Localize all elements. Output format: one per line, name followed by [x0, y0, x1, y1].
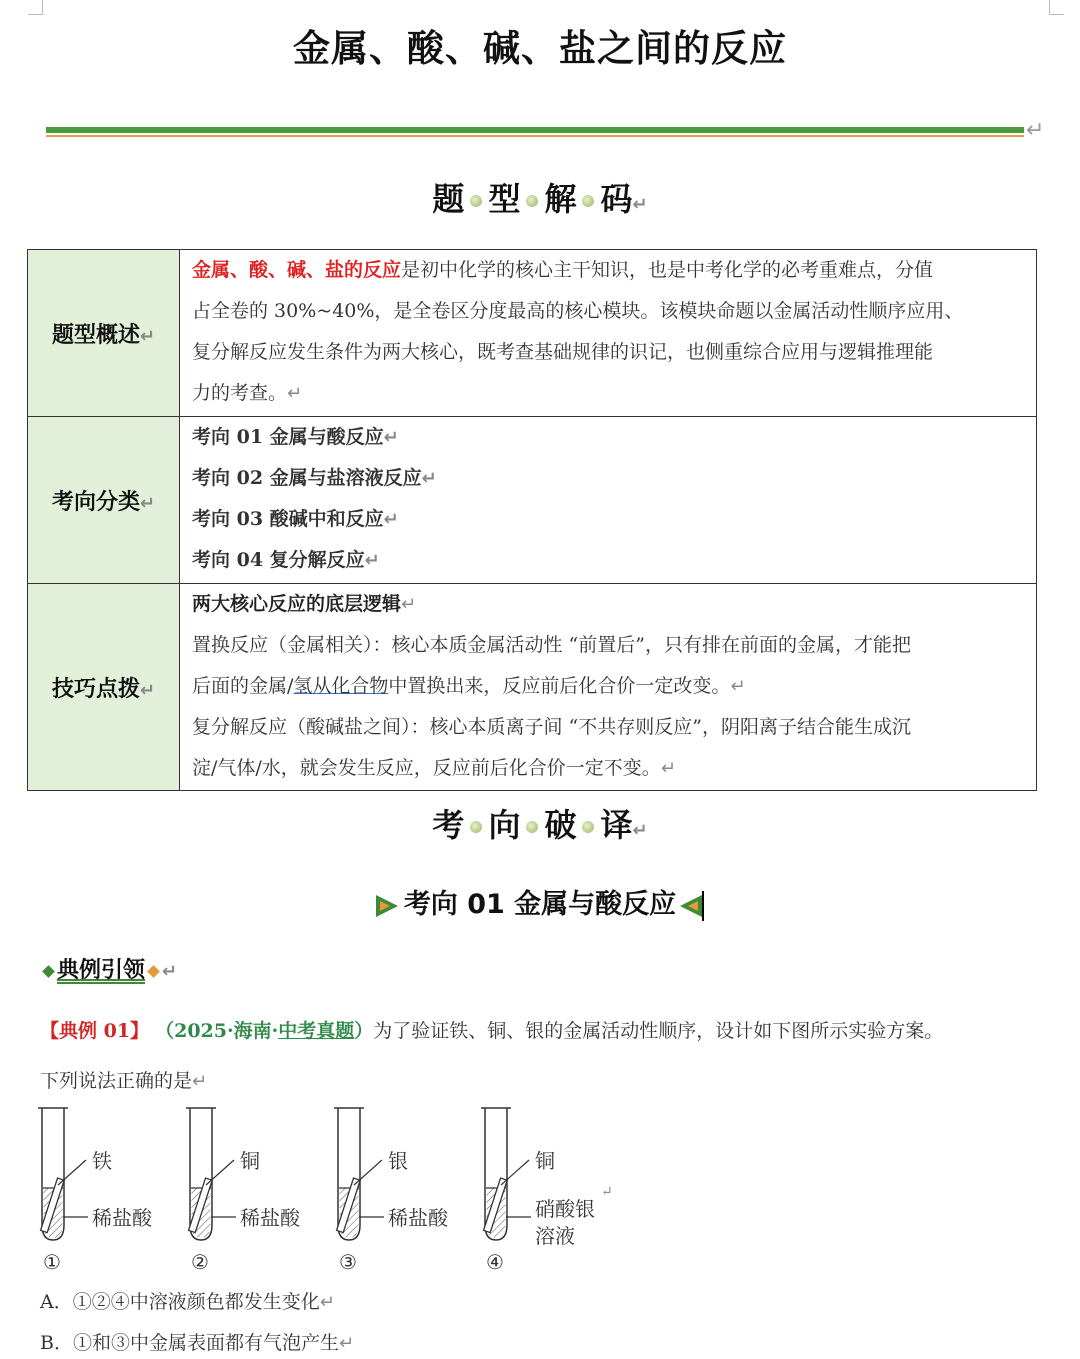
dot-icon — [526, 195, 538, 207]
paragraph-mark-icon: ↵ — [1026, 118, 1045, 143]
row-label-categories: 考向分类↵ — [28, 417, 180, 584]
table-row — [28, 417, 1037, 584]
categories-content: 考向 01 金属与酸反应↵ 考向 02 金属与盐溶液反应↵ 考向 03 酸碱中和反应↵ 考向 04 复分解反应↵ — [180, 417, 1037, 584]
table-row — [28, 250, 1037, 417]
test-tube-2 — [186, 1108, 301, 1274]
page-corner-left — [28, 0, 43, 15]
metal-label: 银 — [388, 1149, 408, 1173]
tube-number: ③ — [339, 1250, 357, 1274]
page-title: 金属、酸、碱、盐之间的反应 — [293, 27, 787, 70]
title-rule-green — [46, 127, 1024, 133]
section-heading-decode: 题 型 解 码↵ — [432, 180, 648, 218]
metal-label: 铜 — [535, 1149, 555, 1173]
row-label-tips: 技巧点拨↵ — [28, 584, 180, 791]
example-lead-label: 典例引领 ↵ — [40, 953, 177, 984]
metal-label: 铁 — [92, 1149, 112, 1173]
page-corner-right — [1049, 0, 1064, 15]
tube-number: ② — [191, 1250, 209, 1274]
test-tube-1 — [38, 1108, 153, 1274]
paragraph-mark-icon: ↵ — [601, 1184, 613, 1200]
test-tube-3 — [334, 1108, 449, 1274]
solution-label: 稀盐酸 — [240, 1206, 300, 1230]
paragraph-mark-icon: ↵ — [632, 194, 648, 215]
example-question: 【典例 01】 （2025·海南·中考真题）为了验证铁、铜、银的金属活动性顺序，设计如下图所示实验方案。 — [40, 1020, 944, 1042]
tips-content: 两大核心反应的底层逻辑↵ 置换反应（金属相关）：核心本质金属活动性 “前置后”，只有排在前面的金属，才能把 后面的金属/氢从化合物中置换出来，反应前后化合价一定改变。↵ 复分解反应（酸碱盐之间）：核心本质离子间 “不共存则反应”，阴阳离子结合能生成沉 淀/气体/水，就会发生反应，反应前后化合价一定不变。↵ — [180, 584, 1037, 791]
test-tube-figure — [30, 1100, 650, 1280]
example-question-cont: 下列说法正确的是↵ — [40, 1070, 208, 1092]
arrow-right-icon — [376, 895, 398, 917]
dot-icon — [470, 821, 482, 833]
solution-label: 溶液 — [535, 1224, 575, 1248]
title-rule-orange — [46, 135, 1024, 137]
summary-table — [27, 249, 1037, 791]
section-heading-analysis: 考 向 破 译↵ — [432, 806, 648, 844]
overview-content: 金属、酸、碱、盐的反应是初中化学的核心主干知识，也是中考化学的必考重难点，分值 占全卷的 30%~40%，是全卷区分度最高的核心模块。该模块命题以金属活动性顺序应用、 复分解反应发生条件为两大核心，既考查基础规律的识记，也侧重综合应用与逻辑推理能 力的考查。↵ — [180, 250, 1037, 417]
list-item: 考向 02 金属与盐溶液反应 — [192, 467, 422, 489]
metal-label: 铜 — [240, 1149, 260, 1173]
dot-icon — [470, 195, 482, 207]
tube-number: ④ — [486, 1250, 504, 1274]
solution-label: 稀盐酸 — [92, 1206, 152, 1230]
test-tube-4 — [481, 1108, 613, 1274]
subsection-heading: 考向 01 金属与酸反应 — [0, 882, 1080, 921]
dot-icon — [582, 821, 594, 833]
text-cursor — [702, 891, 704, 921]
highlight-text: 金属、酸、碱、盐的反应 — [192, 259, 402, 281]
diamond-icon — [42, 965, 55, 978]
solution-label: 稀盐酸 — [388, 1206, 448, 1230]
option-a: A．①②④中溶液颜色都发生变化↵ — [40, 1291, 335, 1313]
dot-icon — [582, 195, 594, 207]
option-b: B．①和③中金属表面都有气泡产生↵ — [40, 1332, 355, 1354]
arrow-left-icon — [680, 895, 702, 917]
table-row — [28, 584, 1037, 791]
solution-label: 硝酸银 — [535, 1197, 595, 1221]
list-item: 考向 03 酸碱中和反应 — [192, 508, 384, 530]
diamond-icon — [147, 965, 160, 978]
list-item: 考向 01 金属与酸反应 — [192, 426, 384, 448]
list-item: 考向 04 复分解反应 — [192, 549, 365, 571]
row-label-overview: 题型概述↵ — [28, 250, 180, 417]
tube-number: ① — [43, 1250, 61, 1274]
dot-icon — [526, 821, 538, 833]
